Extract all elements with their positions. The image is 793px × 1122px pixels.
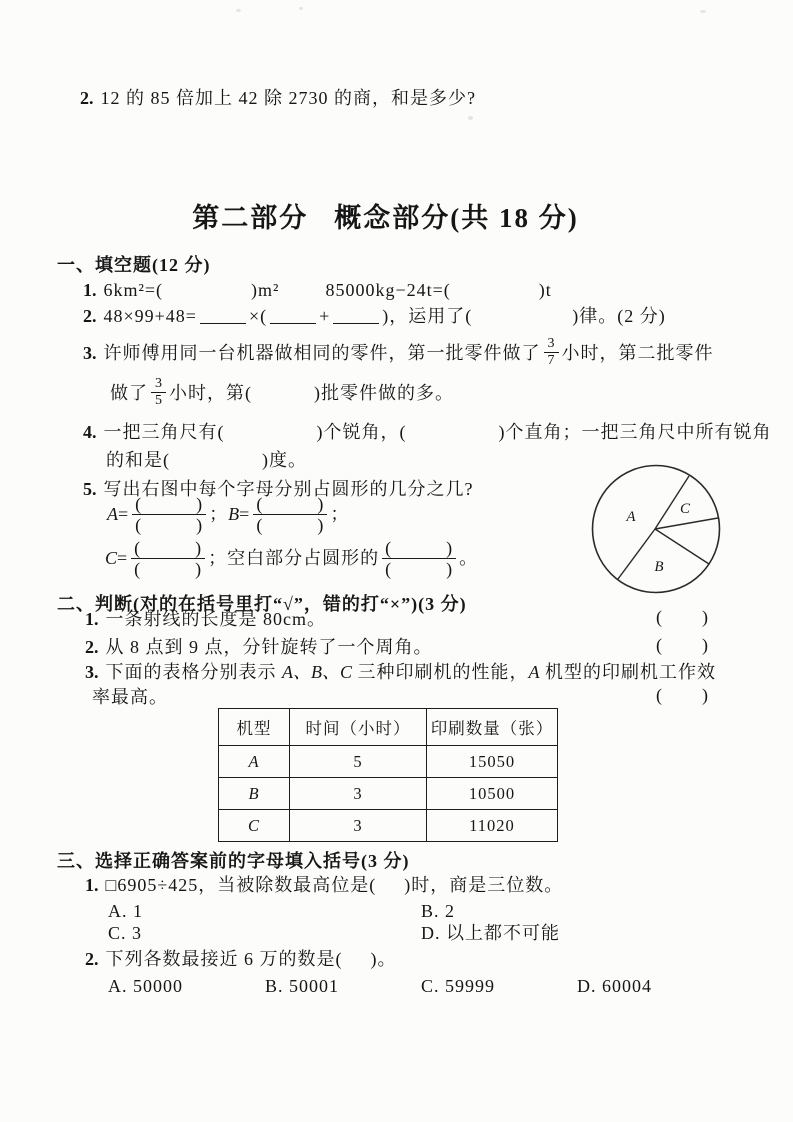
close-paren: ) (196, 515, 204, 536)
fraction-denominator: 5 (155, 393, 162, 409)
open-paren: ( (256, 515, 264, 536)
letter-C: C (105, 548, 118, 568)
open-paren: ( (134, 538, 142, 559)
fill-q2 (83, 304, 666, 328)
question-number: 5. (83, 479, 97, 499)
answer-blank-underline (333, 320, 379, 324)
text-segment: 写出右图中每个字母分别占圆形的几分之几? (103, 479, 474, 499)
fraction-numerator: 3 (151, 376, 166, 393)
fraction-numerator (131, 538, 205, 559)
text-segment: 小时，第( (169, 383, 252, 403)
text-segment: ×( (248, 306, 268, 326)
close-paren: ) (702, 635, 708, 655)
question-number: 1. (83, 280, 97, 300)
fraction-denominator (382, 559, 456, 579)
fraction-denominator: 7 (547, 353, 555, 369)
text-segment: 许师傅用同一台机器做相同的零件，第一批零件做了 (103, 343, 541, 363)
text-segment: 的和是( (106, 450, 170, 470)
table-cell: 10500 (427, 778, 558, 810)
question-number: 3. (83, 343, 97, 363)
separator: ； (209, 504, 229, 524)
choice-q2 (85, 947, 397, 971)
text-segment: 做了 (110, 383, 148, 403)
letter-a: A (528, 662, 540, 682)
fill-q5-row1 (107, 493, 349, 536)
answer-parens-gap (662, 621, 702, 623)
sector-line (655, 518, 718, 529)
answer-parens-gap (392, 573, 446, 575)
answer-parens-gap (141, 573, 195, 575)
fill-q3-line2 (110, 374, 454, 412)
choice-q2-option-c: C. 59999 (421, 976, 496, 996)
answer-parens-gap (472, 320, 572, 322)
sector-label-b: B (654, 559, 664, 575)
judge-section-heading: 二、判断(对的在括号里打“√”，错的打“×”)(3 分) (57, 594, 467, 614)
letters-abc: A、B、C (282, 662, 352, 682)
answer-fraction-C (131, 538, 205, 579)
table-cell: A (219, 746, 290, 778)
close-paren: ) (446, 538, 454, 559)
judge-q3-line1 (85, 660, 716, 684)
answer-parens-gap (263, 529, 317, 531)
question-text: 从 8 点到 9 点，分针旋转了一个周角。 (105, 637, 433, 657)
choice-q1-option-c: C. 3 (108, 923, 143, 943)
text-segment: + (319, 306, 331, 326)
answer-parens-gap (407, 436, 499, 438)
table-cell: 5 (290, 746, 427, 778)
close-paren: ) (195, 538, 203, 559)
choice-q1-option-b: B. 2 (421, 901, 456, 921)
table-header-row (219, 709, 558, 746)
sector-line (618, 529, 655, 579)
fill-q4-line1 (83, 420, 772, 444)
fill-q1 (83, 278, 552, 302)
question-number: 1. (85, 875, 99, 895)
answer-blank-underline (200, 320, 246, 324)
judge-q3-line2 (92, 685, 168, 709)
open-paren: ( (656, 635, 662, 655)
text-segment: )个直角；一把三角尺中所有锐角 (498, 422, 772, 442)
circle-diagram (588, 461, 724, 597)
choice-q2-option-a: A. 50000 (108, 976, 183, 996)
fill-q3-line1 (83, 334, 714, 372)
open-paren: ( (134, 559, 142, 580)
question-number: 2. (83, 306, 97, 326)
equals-sign: = (118, 504, 130, 524)
scan-speck (700, 10, 706, 13)
text-segment: )批零件做的多。 (314, 383, 454, 403)
open-paren: ( (256, 494, 264, 515)
fill-q4-line2 (106, 448, 307, 472)
part-title (0, 196, 793, 235)
word-problem-2 (80, 86, 476, 110)
judge-q1 (85, 607, 326, 631)
fraction-numerator: 3 (544, 336, 559, 353)
answer-fraction-B (253, 494, 327, 535)
table-cell: 11020 (427, 810, 558, 842)
part-label: 第二部分 (192, 203, 309, 233)
fraction-3-7 (544, 336, 559, 369)
sector-label-c: C (679, 501, 691, 517)
answer-parens-gap (392, 552, 446, 554)
question-text: 12 的 85 倍加上 42 除 2730 的商，和是多少? (100, 88, 476, 108)
answer-fraction-A (132, 494, 206, 535)
letter-B: B (228, 504, 240, 524)
text-segment: 6km²=( (103, 280, 164, 300)
answer-parens-gap (343, 963, 371, 965)
judge-q1-answer-parens (656, 607, 708, 628)
fill-q5-row2 (105, 537, 478, 580)
table-cell: B (219, 778, 290, 810)
scan-speck (236, 9, 241, 12)
text-segment: 下列各数最接近 6 万的数是( (105, 949, 343, 969)
close-paren: ) (702, 685, 708, 705)
choice-q1-option-a: A. 1 (108, 901, 143, 921)
text-segment: 48×99+48= (103, 306, 197, 326)
close-paren: ) (702, 607, 708, 627)
answer-fraction-blank (382, 538, 456, 579)
question-number: 2. (80, 88, 94, 108)
judge-q2 (85, 635, 433, 659)
table-cell: 3 (290, 810, 427, 842)
table-header-cell: 时间（小时） (290, 709, 427, 746)
scan-speck (468, 116, 473, 120)
scan-speck (299, 7, 303, 10)
text-segment: □6905÷425，当被除数最高位是( (105, 875, 377, 895)
fraction-3-5 (151, 376, 166, 409)
close-paren: ) (195, 559, 203, 580)
performance-table (218, 708, 558, 842)
question-text: 一条射线的长度是 80cm。 (105, 609, 326, 629)
answer-parens-gap (662, 699, 702, 701)
equals-sign: = (239, 504, 251, 524)
fraction-denominator (132, 515, 206, 535)
text-segment: ；空白部分占圆形的 (208, 548, 380, 568)
answer-parens-gap (451, 294, 539, 296)
fill-section-heading: 一、填空题(12 分) (57, 255, 211, 275)
text-segment: 。 (459, 548, 479, 568)
text-segment: )。 (370, 949, 397, 969)
text-segment: 率最高。 (92, 687, 168, 707)
answer-parens-gap (252, 397, 314, 399)
judge-q2-answer-parens (656, 635, 708, 656)
text-segment: 85000kg−24t=( (325, 280, 451, 300)
question-number: 2. (85, 637, 99, 657)
answer-parens-gap (142, 529, 196, 531)
close-paren: ) (196, 494, 204, 515)
question-number: 2. (85, 949, 99, 969)
answer-blank-underline (270, 320, 316, 324)
answer-parens-gap (376, 889, 404, 891)
text-segment: 机型的印刷机工作效 (539, 662, 716, 682)
table-row (219, 746, 558, 778)
answer-parens-gap (662, 649, 702, 651)
open-paren: ( (385, 538, 393, 559)
judge-q3-answer-parens (656, 685, 708, 706)
text-segment: )个锐角，( (316, 422, 407, 442)
table-cell: C (219, 810, 290, 842)
text-segment: )时，商是三位数。 (404, 875, 564, 895)
table-cell: 3 (290, 778, 427, 810)
text-segment: )度。 (262, 450, 307, 470)
close-paren: ) (317, 494, 325, 515)
sector-label-a: A (626, 509, 636, 525)
table-row (219, 778, 558, 810)
answer-parens-gap (225, 436, 317, 438)
fraction-numerator (382, 538, 456, 559)
spacer (279, 295, 325, 296)
close-paren: ) (317, 515, 325, 536)
choice-q1-option-d: D. 以上都不可能 (421, 923, 560, 943)
equals-sign: = (117, 548, 129, 568)
question-number: 1. (85, 609, 99, 629)
text-segment: )m² (251, 280, 280, 300)
answer-parens-gap (141, 552, 195, 554)
text-segment: 小时，第二批零件 (561, 343, 714, 363)
fraction-denominator (253, 515, 327, 535)
fraction-denominator (131, 559, 205, 579)
table-cell: 15050 (427, 746, 558, 778)
answer-parens-gap (142, 508, 196, 510)
close-paren: ) (446, 559, 454, 580)
table-header-cell: 印刷数量（张） (427, 709, 558, 746)
question-number: 3. (85, 662, 99, 682)
open-paren: ( (656, 607, 662, 627)
question-number: 4. (83, 422, 97, 442)
text-segment: 三种印刷机的性能， (352, 662, 529, 682)
part-name: 概念部分(共 18 分) (334, 203, 579, 233)
choice-q2-option-b: B. 50001 (265, 976, 340, 996)
choice-q1 (85, 873, 563, 897)
table-header-cell: 机型 (219, 709, 290, 746)
open-paren: ( (135, 515, 143, 536)
letter-A: A (107, 504, 118, 524)
open-paren: ( (385, 559, 393, 580)
text-segment: 一把三角尺有( (103, 422, 225, 442)
open-paren: ( (656, 685, 662, 705)
text-segment: 下面的表格分别表示 (105, 662, 282, 682)
open-paren: ( (135, 494, 143, 515)
text-segment: )，运用了( (382, 306, 473, 326)
fraction-numerator (132, 494, 206, 515)
answer-parens-gap (263, 508, 317, 510)
table-row (219, 810, 558, 842)
text-segment: )t (538, 280, 552, 300)
fraction-numerator (253, 494, 327, 515)
choice-q2-option-d: D. 60004 (577, 976, 652, 996)
answer-parens-gap (163, 294, 251, 296)
separator: ； (330, 504, 350, 524)
text-segment: )律。(2 分) (572, 306, 666, 326)
choice-section-heading: 三、选择正确答案前的字母填入括号(3 分) (57, 851, 410, 871)
answer-parens-gap (170, 464, 262, 466)
